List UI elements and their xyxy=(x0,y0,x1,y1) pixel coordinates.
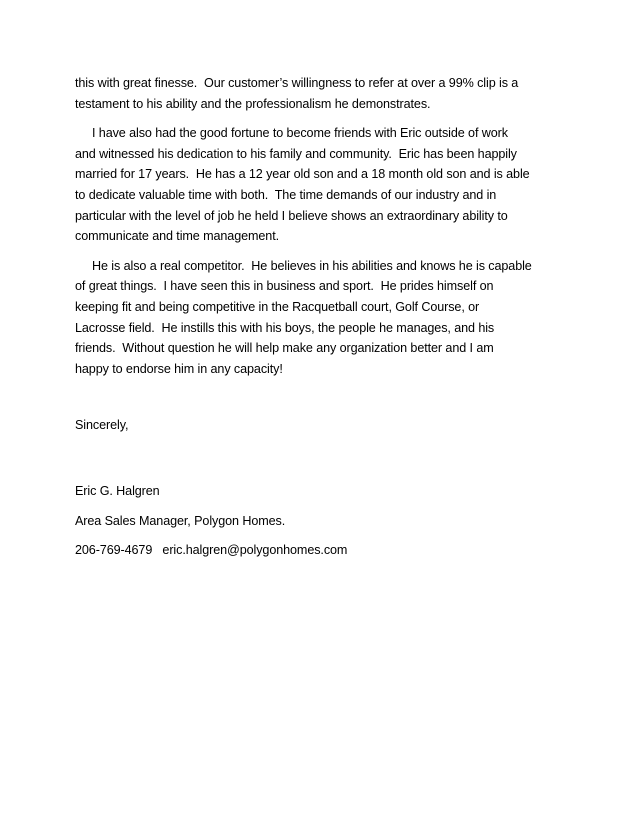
paragraph-2-line: and witnessed his dedication to his family and community. Eric has been happily xyxy=(75,146,517,161)
paragraph-2-line: particular with the level of job he held I believe shows an extraordinary ability to xyxy=(75,208,508,223)
paragraph-2-line: married for 17 years. He has a 12 year old son and a 18 month old son and is able xyxy=(75,167,530,182)
paragraph-2-line: communicate and time management. xyxy=(75,229,280,244)
letter-body xyxy=(75,73,575,561)
signer-name: Eric G. Halgren xyxy=(75,483,160,498)
paragraph-2-line: to dedicate valuable time with both. The time demands of our industry and in xyxy=(75,187,497,202)
closing-salutation: Sincerely, xyxy=(75,418,129,433)
paragraph-2-line: I have also had the good fortune to become friends with Eric outside of work xyxy=(92,126,508,141)
paragraph-3 xyxy=(75,256,575,380)
paragraph-1-line: this with great finesse. Our customer’s willingness to refer at over a 99% clip is a xyxy=(75,76,519,90)
paragraph-3-line: happy to endorse him in any capacity! xyxy=(75,361,283,376)
paragraph-3-line: Lacrosse field. He instills this with his boys, the people he manages, and his xyxy=(75,320,495,335)
paragraph-1-line: testament to his ability and the professionalism he demonstrates. xyxy=(75,96,431,111)
signer-contact: 206-769-4679 eric.halgren@polygonhomes.com xyxy=(75,543,348,558)
paragraph-3-line: of great things. I have seen this in business and sport. He prides himself on xyxy=(75,279,494,294)
paragraph-3-line: keeping fit and being competitive in the Racquetball court, Golf Course, or xyxy=(75,299,480,314)
paragraph-2 xyxy=(75,123,575,247)
paragraph-3-line: He is also a real competitor. He believes in his abilities and knows he is capable xyxy=(92,258,532,273)
paragraph-1 xyxy=(75,73,575,114)
paragraph-3-line: friends. Without question he will help make any organization better and I am xyxy=(75,341,494,356)
signer-title: Area Sales Manager, Polygon Homes. xyxy=(75,513,286,528)
